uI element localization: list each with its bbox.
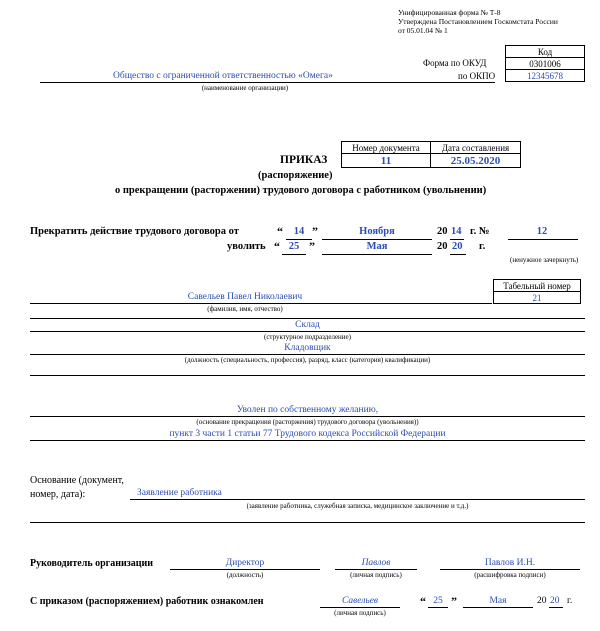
head-name: Павлов И.Н. xyxy=(484,558,536,568)
basis-value: Заявление работника xyxy=(137,488,222,498)
dismiss-day: 25 xyxy=(288,241,300,252)
dismissal-reason-line xyxy=(30,416,585,417)
organization-name: Общество с ограниченной ответственностью «Омега» xyxy=(113,71,333,81)
basis-caption: (заявление работника, служебная записка, медицинское заключение и т.д.) xyxy=(246,502,469,510)
acknowledge-year-suffix: г. xyxy=(567,596,573,606)
terminate-year-line xyxy=(450,239,464,240)
dismiss-day-line xyxy=(282,254,306,255)
form-header-line1: Унифицированная форма № Т-8 xyxy=(398,8,501,17)
tab-number-header: Табельный номер xyxy=(494,280,581,292)
department-caption: (структурное подразделение) xyxy=(263,333,351,341)
order-title: ПРИКАЗ xyxy=(280,154,328,166)
acknowledge-year-prefix: 20 xyxy=(537,596,547,606)
dismiss-year-suffix: г. xyxy=(479,241,486,252)
acknowledge-quote-close: ” xyxy=(451,594,457,608)
department: Склад xyxy=(295,320,320,330)
head-position-caption: (должность) xyxy=(226,571,264,579)
position-caption: (должность (специальность, профессия), разряд, класс (категория) квалификации) xyxy=(184,356,431,364)
dismiss-quote-open: “ xyxy=(274,239,280,253)
organization-line xyxy=(40,82,495,83)
terminate-year-suffix: г. № xyxy=(470,226,490,237)
doc-number-header: Номер документа xyxy=(342,142,431,154)
acknowledge-signature-caption: (личная подпись) xyxy=(334,609,386,617)
form-header-line2: Утверждена Постановлением Госкомстата России xyxy=(398,17,558,26)
terminate-month: Ноября xyxy=(359,226,395,237)
acknowledge-signature-line xyxy=(320,607,400,608)
strikeout-note: (ненужное зачеркнуть) xyxy=(510,256,579,264)
dismiss-month: Мая xyxy=(366,241,388,252)
head-name-caption: (расшифровка подписи) xyxy=(474,571,546,579)
order-subtitle: (распоряжение) xyxy=(258,170,333,181)
employee-name-caption: (фамилия, имя, отчество) xyxy=(207,305,283,313)
head-name-line xyxy=(440,569,580,570)
dismiss-month-line xyxy=(322,254,432,255)
dismiss-year-line xyxy=(450,254,466,255)
blank-line-2 xyxy=(30,375,585,376)
head-signature: Павлов xyxy=(361,558,391,568)
acknowledge-day: 25 xyxy=(433,596,443,606)
head-position-line xyxy=(170,569,320,570)
acknowledge-year-line xyxy=(549,607,563,608)
blank-line-3 xyxy=(30,522,585,523)
position-line xyxy=(30,354,585,355)
doc-number-table xyxy=(341,141,521,168)
contract-number-line xyxy=(508,239,578,240)
acknowledge-month: Мая xyxy=(489,596,507,606)
dismiss-year-prefix: 20 xyxy=(437,241,448,252)
basis-line xyxy=(130,499,585,500)
employee-name: Савельев Павел Николаевич xyxy=(187,292,303,302)
head-position: Директор xyxy=(225,558,265,568)
okpo-label: по ОКПО xyxy=(458,71,496,81)
blank-line-1 xyxy=(30,318,585,319)
kod-header: Код xyxy=(506,46,585,58)
terminate-day: 14 xyxy=(293,226,305,237)
law-article-line xyxy=(30,440,585,441)
organization-caption: (наименование организации) xyxy=(201,84,289,92)
dismiss-year: 20 xyxy=(452,241,463,252)
dismiss-quote-close: ” xyxy=(309,239,315,253)
position: Кладовщик xyxy=(284,343,331,353)
department-line xyxy=(30,331,585,332)
okud-label: Форма по ОКУД xyxy=(423,58,487,68)
contract-number: 12 xyxy=(536,226,548,237)
dismissal-reason: Уволен по собственному желанию, xyxy=(236,405,379,415)
terminate-label: Прекратить действие трудового договора от xyxy=(30,226,239,237)
order-subject: о прекращении (расторжении) трудового договора с работником (увольнении) xyxy=(115,185,487,196)
terminate-quote-open: “ xyxy=(277,224,283,238)
doc-number-value: 11 xyxy=(342,154,431,168)
basis-label-line2: номер, дата): xyxy=(30,489,86,500)
employee-name-line xyxy=(30,303,492,304)
acknowledge-day-line xyxy=(428,607,448,608)
doc-date-header: Дата составления xyxy=(431,142,521,154)
acknowledge-month-line xyxy=(463,607,533,608)
acknowledge-year: 20 xyxy=(550,596,560,606)
dismiss-label: уволить xyxy=(227,241,266,252)
form-header-line3: от 05.01.04 № 1 xyxy=(398,26,448,35)
acknowledge-signature: Савельев xyxy=(341,596,379,606)
terminate-quote-close: ” xyxy=(312,224,318,238)
head-signature-caption: (личная подпись) xyxy=(350,571,402,579)
acknowledge-quote-open: “ xyxy=(420,594,426,608)
doc-date-value: 25.05.2020 xyxy=(431,154,521,168)
basis-label-line1: Основание (документ, xyxy=(30,475,124,486)
terminate-year: 14 xyxy=(451,226,462,237)
acknowledge-label: С приказом (распоряжением) работник ознакомлен xyxy=(30,596,264,607)
law-article: пункт 3 части 1 статьи 77 Трудового кодекса Российской Федерации xyxy=(169,429,446,439)
okpo-value: 12345678 xyxy=(506,70,585,82)
tab-number-value: 21 xyxy=(494,292,581,304)
tab-number-table xyxy=(493,279,581,304)
head-signature-line xyxy=(335,569,417,570)
okud-value: 0301006 xyxy=(506,58,585,70)
head-label: Руководитель организации xyxy=(30,558,154,569)
terminate-month-line xyxy=(322,239,432,240)
codes-table xyxy=(505,45,585,82)
terminate-year-prefix: 20 xyxy=(437,226,448,237)
dismissal-reason-caption: (основание прекращения (расторжения) трудового договора (увольнения)) xyxy=(196,418,419,426)
